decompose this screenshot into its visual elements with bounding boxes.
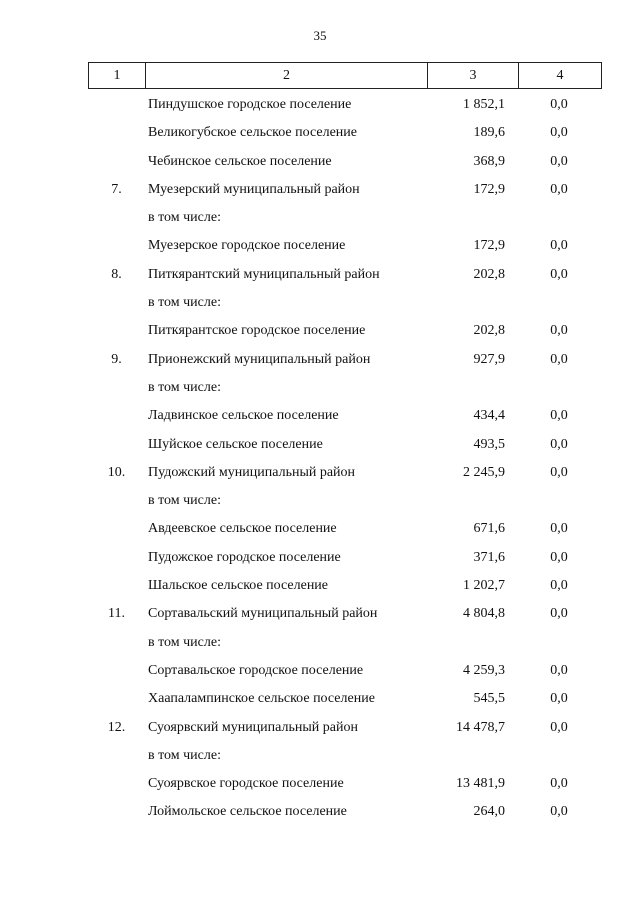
row-name: Суоярвский муниципальный район (148, 719, 358, 735)
table-row (88, 345, 602, 373)
row-name: Питкярантский муниципальный район (148, 266, 380, 282)
row-col4: 0,0 (550, 578, 568, 594)
row-value: 434,4 (473, 408, 505, 424)
row-number: 8. (111, 266, 122, 282)
row-name: в том числе: (148, 295, 221, 311)
row-col4: 0,0 (550, 323, 568, 339)
row-value: 264,0 (473, 804, 505, 820)
table-row (88, 713, 602, 741)
row-value: 14 478,7 (456, 719, 505, 735)
table-row (88, 628, 602, 656)
row-col4: 0,0 (550, 181, 568, 197)
row-name: Сортавальское городское поселение (148, 662, 364, 678)
header-col-2: 2 (146, 63, 428, 88)
row-col4: 0,0 (550, 153, 568, 169)
table-row (88, 458, 602, 486)
page-number: 35 (313, 28, 327, 43)
row-number: 12. (107, 719, 126, 735)
row-name: в том числе: (148, 634, 221, 650)
row-name: Муезерское городское поселение (148, 238, 346, 254)
table-row (88, 430, 602, 458)
row-value: 371,6 (473, 549, 505, 565)
row-name: Шальское сельское поселение (148, 578, 329, 594)
table-row (88, 203, 602, 231)
row-col4: 0,0 (550, 464, 568, 480)
row-name: Ладвинское сельское поселение (148, 408, 339, 424)
table-row (88, 514, 602, 542)
row-col4: 0,0 (550, 662, 568, 678)
row-value: 1 202,7 (463, 578, 505, 594)
table-row (88, 656, 602, 684)
table-row (88, 401, 602, 429)
row-col4: 0,0 (550, 436, 568, 452)
table-row (88, 118, 602, 146)
row-col4: 0,0 (550, 804, 568, 820)
header-col-4: 4 (556, 67, 564, 83)
row-name: Лоймольское сельское поселение (148, 804, 347, 820)
row-name: Пудожское городское поселение (148, 549, 341, 565)
row-col4: 0,0 (550, 97, 568, 112)
table-row (88, 769, 602, 797)
row-value: 172,9 (473, 238, 505, 254)
row-col4: 0,0 (550, 606, 568, 622)
row-col4: 0,0 (550, 521, 568, 537)
row-number: 9. (111, 351, 122, 367)
row-value: 493,5 (473, 436, 505, 452)
row-name: Пудожский муниципальный район (148, 464, 356, 480)
row-col4: 0,0 (550, 266, 568, 282)
row-col4: 0,0 (550, 719, 568, 735)
table-row (88, 288, 602, 316)
table-row (88, 599, 602, 627)
row-value: 2 245,9 (463, 464, 505, 480)
row-value: 172,9 (473, 181, 505, 197)
row-number: 7. (111, 181, 122, 197)
row-col4: 0,0 (550, 351, 568, 367)
row-value: 927,9 (473, 351, 505, 367)
row-name: Авдеевское сельское поселение (148, 521, 337, 537)
table-row (88, 90, 602, 118)
row-name: Муезерский муниципальный район (148, 181, 360, 197)
table-row (88, 316, 602, 344)
table-row (88, 373, 602, 401)
row-name: в том числе: (148, 747, 221, 763)
table-row (88, 797, 602, 825)
row-value: 368,9 (473, 153, 505, 169)
row-value: 1 852,1 (463, 97, 505, 112)
row-value: 202,8 (473, 323, 505, 339)
row-name: Чебинское сельское поселение (148, 153, 332, 169)
row-name: Хаапалампинское сельское поселение (148, 691, 375, 707)
row-col4: 0,0 (550, 125, 568, 141)
row-number: 10. (107, 464, 126, 480)
row-col4: 0,0 (550, 691, 568, 707)
row-name: Шуйское сельское поселение (148, 436, 323, 452)
row-number: 11. (108, 606, 125, 622)
table-row (88, 486, 602, 514)
row-name: в том числе: (148, 210, 221, 226)
row-value: 189,6 (473, 125, 505, 141)
row-name: в том числе: (148, 379, 221, 395)
row-col4: 0,0 (550, 776, 568, 792)
row-value: 202,8 (473, 266, 505, 282)
header-col-1: 1 (89, 63, 146, 88)
table-row (88, 147, 602, 175)
row-name: Великогубское сельское поселение (148, 125, 357, 141)
row-col4: 0,0 (550, 549, 568, 565)
row-col4: 0,0 (550, 408, 568, 424)
table-row (88, 741, 602, 769)
row-value: 671,6 (473, 521, 505, 537)
row-name: Питкярантское городское поселение (148, 323, 366, 339)
table-row (88, 543, 602, 571)
row-name: Суоярвское городское поселение (148, 776, 344, 792)
table-row (88, 571, 602, 599)
table-row (88, 260, 602, 288)
row-col4: 0,0 (550, 238, 568, 254)
row-value: 545,5 (473, 691, 505, 707)
table-row (88, 175, 602, 203)
row-value: 4 259,3 (463, 662, 505, 678)
row-name: Прионежский муниципальный район (148, 351, 371, 367)
row-value: 4 804,8 (463, 606, 505, 622)
table-row (88, 684, 602, 712)
row-value: 13 481,9 (456, 776, 505, 792)
row-name: в том числе: (148, 493, 221, 509)
row-name: Пиндушское городское поселение (148, 97, 352, 112)
table-row (88, 231, 602, 259)
table-body (88, 90, 602, 826)
table-header (88, 62, 602, 89)
row-name: Сортавальский муниципальный район (148, 606, 378, 622)
header-col-3: 3 (428, 63, 519, 88)
